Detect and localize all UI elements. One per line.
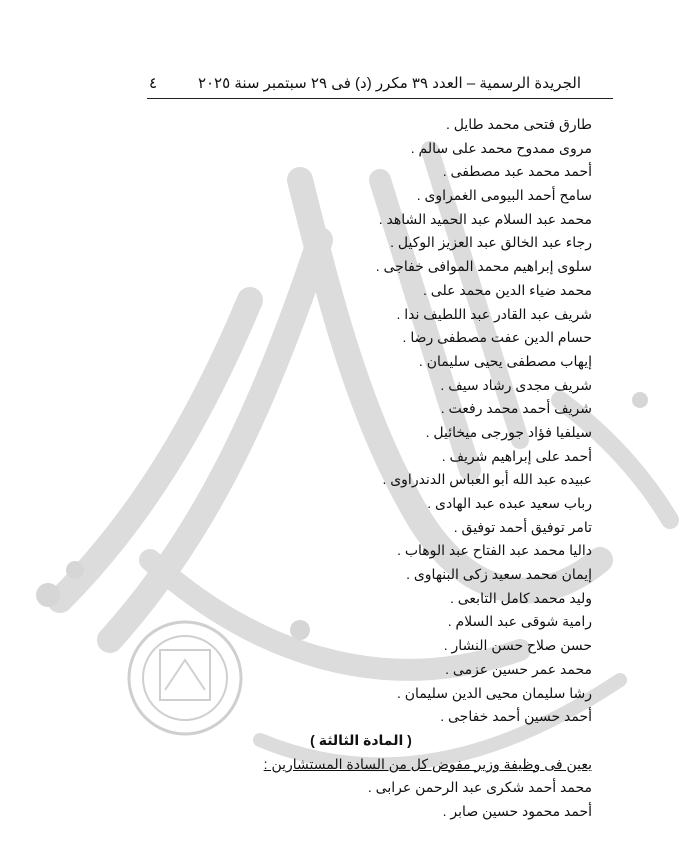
list-item: محمد عمر حسين عزمى .: [445, 660, 592, 677]
list-item: طارق فتحى محمد طايل .: [446, 116, 592, 132]
page-header: [147, 64, 613, 99]
list-item: مروى ممدوح محمد على سالم .: [410, 139, 592, 156]
list-item: وليد محمد كامل التابعى .: [449, 589, 592, 606]
list-item: رامية شوقى عبد السلام .: [447, 613, 592, 630]
list-item: شريف أحمد محمد رفعت .: [440, 400, 592, 417]
list-item: أحمد محمود حسين صابر .: [442, 802, 592, 819]
list-item: شريف مجدى رشاد سيف .: [440, 376, 592, 393]
list-item: رشا سليمان محيى الدين سليمان .: [396, 684, 592, 701]
list-item: رباب سعيد عبده عبد الهادى .: [427, 495, 592, 511]
list-item: سيلفيا فؤاد جورجى ميخائيل .: [425, 423, 592, 440]
list-item: رجاء عبد الخالق عبد العزيز الوكيل .: [390, 234, 592, 251]
article-heading: ( المادة الثالثة ): [310, 731, 412, 748]
list-item: إيمان محمد سعيد زكى البنهاوى .: [406, 566, 592, 583]
seal-icon: [129, 622, 241, 734]
list-item: أحمد على إبراهيم شريف .: [441, 447, 592, 464]
list-item: داليا محمد عبد الفتاح عبد الوهاب .: [397, 542, 592, 559]
article-intro: يعين فى وظيفة وزير مفوض كل من السادة المستشارين :: [263, 755, 592, 772]
list-item: محمد أحمد شكرى عبد الرحمن عرابى .: [367, 779, 592, 796]
list-item: سلوى إبراهيم محمد الموافى خفاجى .: [375, 258, 592, 275]
list-item: عبيده عبد الله أبو العباس الدندراوى .: [382, 471, 592, 488]
list-item: حسام الدين عفت مصطفى رضا .: [402, 329, 592, 346]
list-item: تامر توفيق أحمد توفيق .: [453, 518, 592, 535]
list-item: شريف عبد القادر عبد اللطيف ندا .: [396, 305, 592, 322]
page-number: ٤: [149, 75, 158, 92]
gazette-title: الجريدة الرسمية – العدد ٣٩ مكرر (د) فى ٢٩ سبتمبر سنة ٢٠٢٥: [197, 75, 581, 92]
list-item: إيهاب مصطفى يحيى سليمان .: [418, 352, 592, 369]
list-item: محمد ضياء الدين محمد على .: [423, 281, 592, 298]
document-body: [230, 113, 592, 824]
list-item: أحمد محمد عبد مصطفى .: [442, 163, 592, 180]
list-item: سامح أحمد البيومى الغمراوى .: [416, 187, 592, 204]
list-item: حسن صلاح حسن النشار .: [443, 637, 592, 654]
list-item: أحمد حسين أحمد خفاجى .: [440, 708, 592, 725]
list-item: محمد عبد السلام عبد الحميد الشاهد .: [378, 210, 592, 227]
